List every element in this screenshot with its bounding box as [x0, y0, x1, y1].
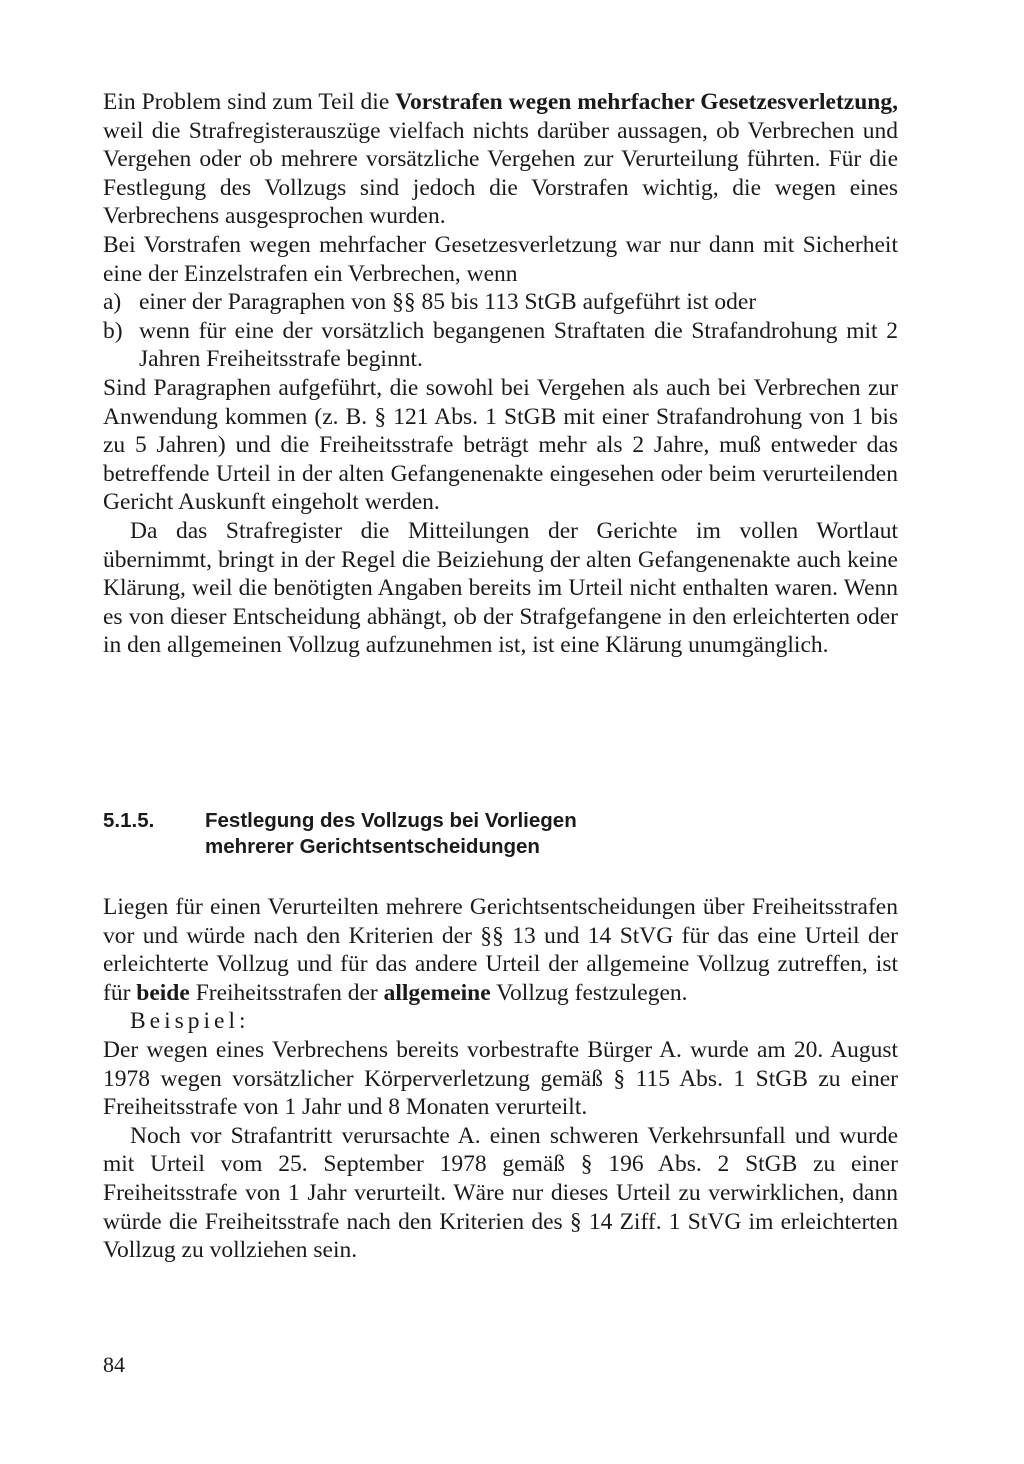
body-text-upper: [103, 88, 898, 660]
paragraph-gerichtsentscheidungen: [103, 893, 898, 1007]
paragraph-sicherheit: Bei Vorstrafen wegen mehrfacher Gesetzesverletzung war nur dann mit Sicherheit eine der Einzelstrafen ein Verbrechen, wenn: [103, 231, 898, 287]
list-item-a: [103, 288, 898, 317]
text-run: Liegen für einen Verurteilten mehrere Gerichtsentscheidungen über Freiheitsstrafen vor und würde nach den Kriterien der §§ 13 und 14 StVG für das eine Urteil der erleichterte Vollzug und für das andere Urteil der allgemeine Vollzug zutreffen, ist für: [103, 894, 898, 1006]
paragraph-example-a: Der wegen eines Verbrechens bereits vorbestrafte Bürger A. wurde am 20. August 1978 wegen vorsätzlicher Körperverletzung gemäß § 115 Abs. 1 StGB zu einer Freiheitsstrafe von 1 Jahr und 8 Monaten verurteilt.: [103, 1036, 898, 1121]
bold-term: beide: [136, 979, 190, 1006]
text-run: Ein Problem sind zum Teil die: [103, 89, 396, 115]
text-run: weil die Strafregisterauszüge vielfach nichts darüber aussagen, ob Verbrechen und Vergehen oder ob mehrere vorsätzliche Vergehen zur Verurteilung führten. Für die Festlegung des Vollzugs sind jedoch die Vorstrafen wichtig, die wegen eines Verbrechens ausgesprochen wurden.: [103, 117, 898, 230]
list-marker: a): [103, 289, 122, 316]
text-run: Freiheitsstrafen der: [189, 979, 384, 1006]
section-number: 5.1.5.: [103, 809, 155, 832]
bold-term: allgemeine: [383, 979, 491, 1006]
paragraph-vorstrafen: [103, 88, 898, 231]
paragraph-strafregister: Da das Strafregister die Mitteilungen der Gerichte im vollen Wortlaut übernimmt, bringt in der Regel die Beiziehung der alten Gefangenenakte auch keine Klärung, weil die benötigten Angaben bereits im Urteil nicht enthalten waren. Wenn es von dieser Entscheidung abhängt, ob der Strafgefangene in den erleichterten oder in den allgemeinen Vollzug aufzunehmen ist, ist eine Klärung unumgänglich.: [103, 517, 898, 659]
example-label: Beispiel:: [130, 1008, 250, 1035]
text-run: Vollzug festzulegen.: [490, 979, 688, 1006]
page-number: 84: [103, 1352, 125, 1377]
list-text: einer der Paragraphen von §§ 85 bis 113 StGB aufgeführt ist oder: [139, 289, 757, 316]
section-title-line: Festlegung des Vollzugs bei Vorliegen: [205, 809, 577, 832]
paragraph-paragraphen: Sind Paragraphen aufgeführt, die sowohl bei Vergehen als auch bei Verbrechen zur Anwendung kommen (z. B. § 121 Abs. 1 StGB mit einer Strafandrohung von 1 bis zu 5 Jahren) und die Freiheitsstrafe beträgt mehr als 2 Jahre, muß entweder das betreffende Urteil in der alten Gefangenenakte eingesehen oder beim verurteilenden Gericht Auskunft eingeholt werden.: [103, 374, 898, 516]
list-marker: b): [103, 317, 123, 344]
list-item-b: [103, 317, 898, 374]
list-text: wenn für eine der vorsätzlich begangenen Straftaten die Strafandrohung mit 2 Jahren Freiheitsstrafe beginnt.: [139, 317, 898, 373]
section-heading: [103, 808, 898, 860]
section-title-line: mehrerer Gerichtsentscheidungen: [205, 835, 540, 858]
bold-term: Vorstrafen wegen mehrfacher Gesetzesverletzung,: [395, 89, 898, 115]
body-text-lower: [103, 893, 898, 1265]
paragraph-example-b: Noch vor Strafantritt verursachte A. einen schweren Verkehrsunfall und wurde mit Urteil vom 25. September 1978 gemäß § 196 Abs. 2 StGB zu einer Freiheitsstrafe von 1 Jahr verurteilt. Wäre nur dieses Urteil zu verwirklichen, dann würde die Freiheitsstrafe nach den Kriterien des § 14 Ziff. 1 StVG im erleichterten Vollzug zu vollziehen sein.: [103, 1122, 898, 1264]
section-title: [205, 808, 898, 860]
